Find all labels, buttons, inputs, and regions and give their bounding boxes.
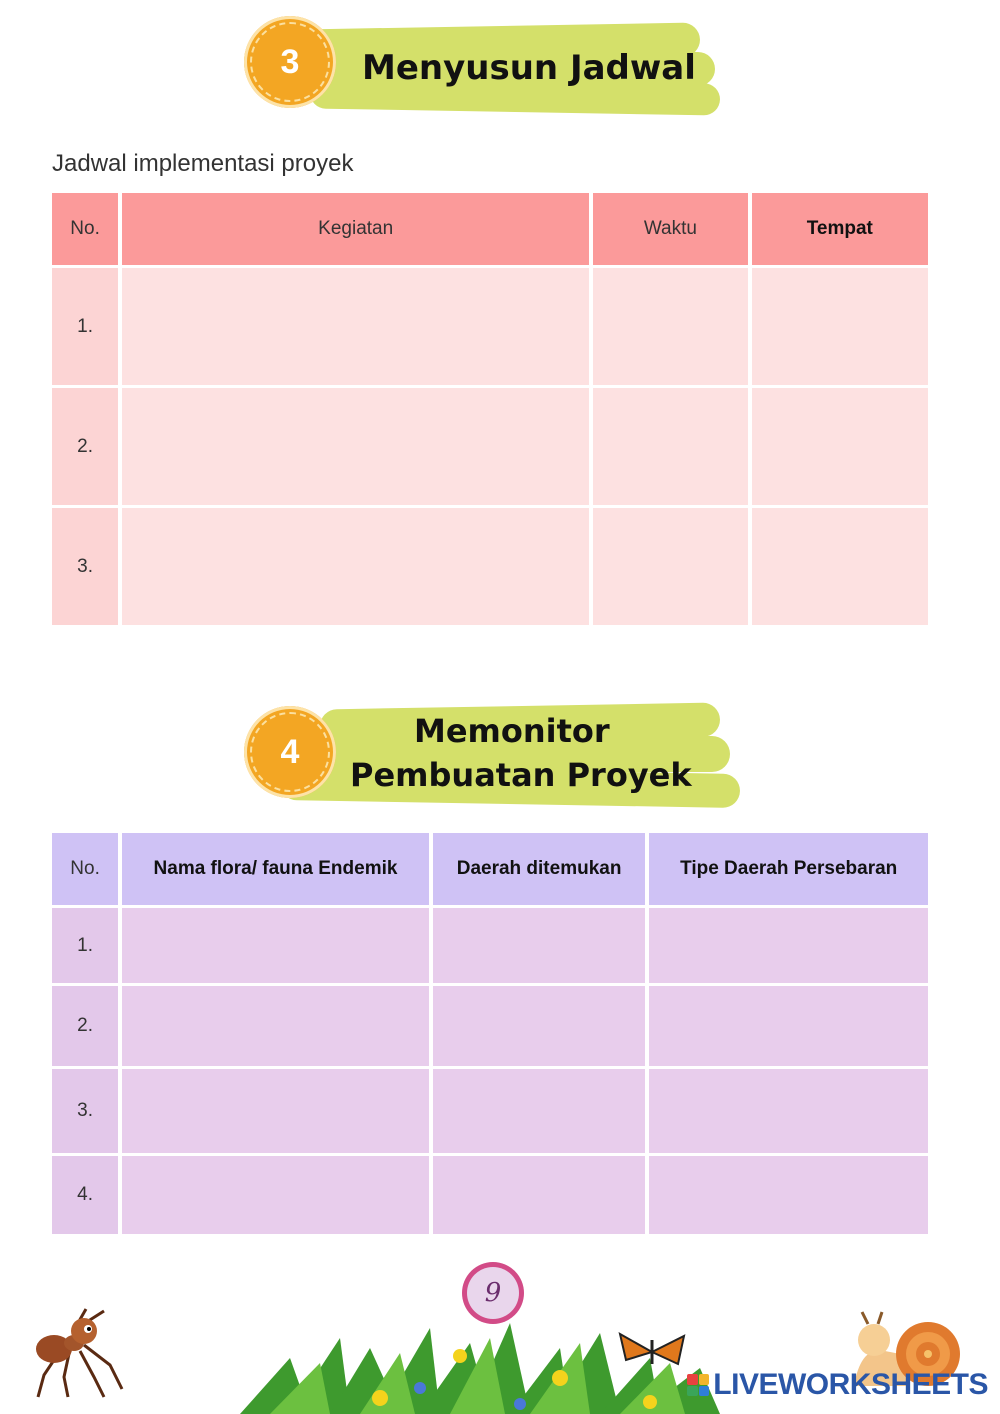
- page-number-badge: [462, 1262, 524, 1324]
- liveworksheets-logo-icon: [687, 1374, 709, 1396]
- table-row: [52, 1156, 928, 1234]
- col-header-tipe: Tipe Daerah Persebaran: [649, 833, 928, 905]
- col-header-nama: Nama flora/ fauna Endemik: [122, 833, 429, 905]
- cell-input[interactable]: [122, 508, 589, 625]
- cell-input[interactable]: [433, 908, 645, 983]
- watermark: [687, 1368, 988, 1402]
- table-header-row: [52, 833, 928, 905]
- section4-title-line1: Memonitor: [414, 712, 610, 750]
- cell-input[interactable]: [649, 908, 928, 983]
- row-number: 1.: [52, 908, 118, 983]
- page-number: 9: [467, 1267, 519, 1319]
- col-header-no: No.: [52, 833, 118, 905]
- butterfly-illustration: [612, 1330, 692, 1374]
- col-header-tempat: Tempat: [752, 193, 928, 265]
- section4-title-line2: Pembuatan Proyek: [350, 756, 692, 794]
- cell-input[interactable]: [122, 1069, 429, 1153]
- cell-input[interactable]: [122, 388, 589, 505]
- section-number-badge: [244, 706, 336, 798]
- section-number: 4: [280, 732, 300, 771]
- cell-input[interactable]: [752, 268, 928, 385]
- cell-input[interactable]: [593, 268, 747, 385]
- section3-title: Menyusun Jadwal: [362, 48, 696, 88]
- col-header-no: No.: [52, 193, 118, 265]
- row-number: 2.: [52, 986, 118, 1066]
- cell-input[interactable]: [593, 388, 747, 505]
- monitoring-table: [48, 830, 932, 1237]
- ant-illustration: [24, 1305, 128, 1401]
- cell-input[interactable]: [122, 986, 429, 1066]
- table-row: [52, 908, 928, 983]
- table-row: [52, 508, 928, 625]
- row-number: 3.: [52, 1069, 118, 1153]
- schedule-table: [48, 190, 932, 628]
- cell-input[interactable]: [649, 986, 928, 1066]
- row-number: 3.: [52, 508, 118, 625]
- cell-input[interactable]: [122, 268, 589, 385]
- cell-input[interactable]: [433, 1069, 645, 1153]
- row-number: 1.: [52, 268, 118, 385]
- section3-banner: [240, 14, 730, 124]
- section-number: 3: [280, 42, 300, 81]
- cell-input[interactable]: [433, 1156, 645, 1234]
- row-number: 4.: [52, 1156, 118, 1234]
- cell-input[interactable]: [752, 508, 928, 625]
- cell-input[interactable]: [649, 1156, 928, 1234]
- cell-input[interactable]: [593, 508, 747, 625]
- cell-input[interactable]: [433, 986, 645, 1066]
- table1-caption: Jadwal implementasi proyek: [52, 150, 354, 177]
- row-number: 2.: [52, 388, 118, 505]
- col-header-waktu: Waktu: [593, 193, 747, 265]
- section-number-badge: [244, 16, 336, 108]
- col-header-daerah: Daerah ditemukan: [433, 833, 645, 905]
- table-row: [52, 1069, 928, 1153]
- cell-input[interactable]: [649, 1069, 928, 1153]
- table-row: [52, 986, 928, 1066]
- cell-input[interactable]: [122, 1156, 429, 1234]
- table-row: [52, 388, 928, 505]
- table-header-row: [52, 193, 928, 265]
- section4-banner: [240, 700, 750, 818]
- cell-input[interactable]: [752, 388, 928, 505]
- col-header-kegiatan: Kegiatan: [122, 193, 589, 265]
- table-row: [52, 268, 928, 385]
- watermark-text: LIVEWORKSHEETS: [713, 1368, 988, 1401]
- cell-input[interactable]: [122, 908, 429, 983]
